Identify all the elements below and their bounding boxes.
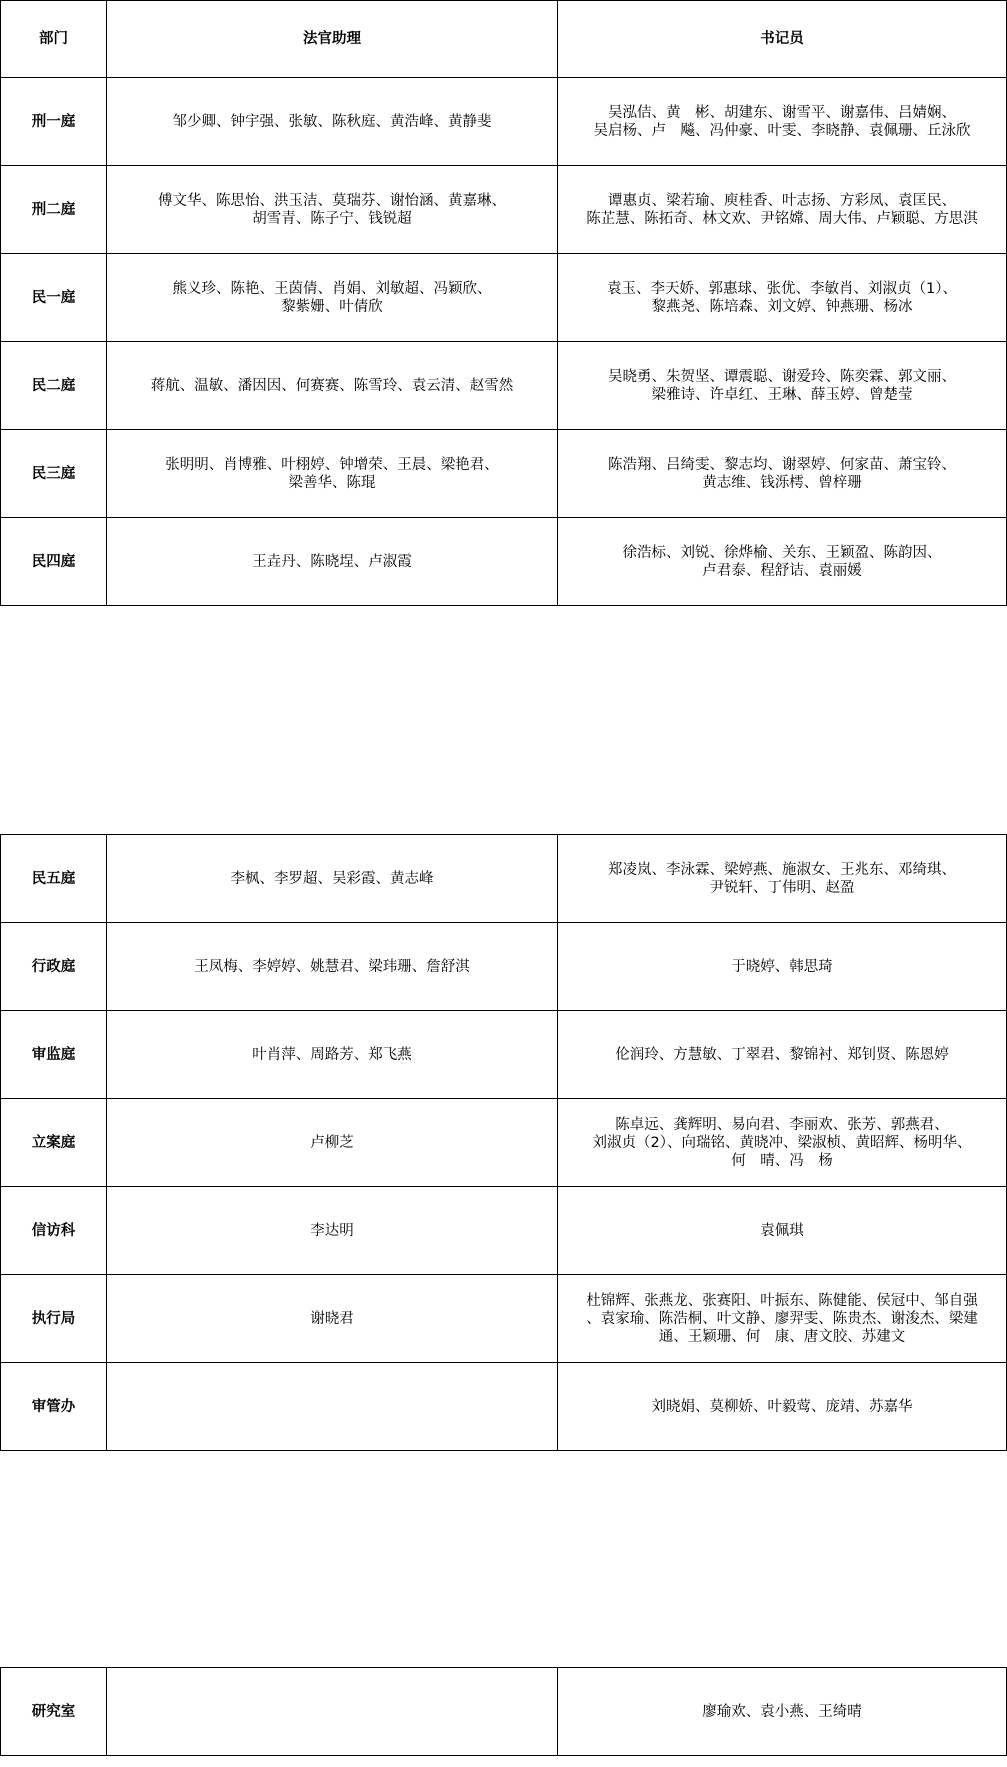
clerks-cell [558, 254, 1007, 342]
clerk-names-line: 陈卓远、龚辉明、易向君、李丽欢、张芳、郭燕君、 [615, 1116, 949, 1133]
table-row [1, 166, 1007, 254]
dept-cell: 刑二庭 [1, 166, 107, 254]
clerks-cell [558, 1275, 1007, 1363]
clerk-names-line: 梁雅诗、许卓红、王琳、薛玉婷、曾楚莹 [651, 386, 913, 403]
assistants-cell [107, 254, 558, 342]
staff-table-page-3 [0, 1667, 1007, 1756]
assistants-cell [107, 923, 558, 1011]
table-row [1, 1363, 1007, 1451]
assistant-names-line: 熊义珍、陈艳、王茵倩、肖娟、刘敏超、冯颖欣、 [172, 280, 492, 297]
clerk-names-line: 刘晓娟、莫柳娇、叶毅莺、庞靖、苏嘉华 [651, 1398, 913, 1415]
clerk-names-line: 廖瑜欢、袁小燕、王绮晴 [702, 1703, 862, 1720]
dept-cell: 立案庭 [1, 1099, 107, 1187]
clerk-names-line: 黄志维、钱泺樗、曾梓珊 [702, 474, 862, 491]
table-row [1, 1011, 1007, 1099]
dept-cell: 信访科 [1, 1187, 107, 1275]
clerk-names-line: 吴晓勇、朱贺坚、谭震聪、谢爱玲、陈奕霖、郭文丽、 [608, 368, 956, 385]
dept-cell: 审监庭 [1, 1011, 107, 1099]
table-row [1, 518, 1007, 606]
assistant-names-line: 胡雪青、陈子宁、钱锐超 [252, 210, 412, 227]
clerk-names-line: 黎燕尧、陈培森、刘文婷、钟燕珊、杨冰 [651, 298, 913, 315]
clerk-names-line: 袁玉、李天娇、郭惠球、张优、李敏肖、刘淑贞（1）、 [607, 280, 957, 297]
clerks-cell [558, 518, 1007, 606]
clerk-names-line: 伦润玲、方慧敏、丁翠君、黎锦衬、郑钊贤、陈恩婷 [615, 1046, 949, 1063]
clerks-cell [558, 1668, 1007, 1756]
table-row [1, 342, 1007, 430]
assistant-names-line: 叶肖萍、周路芳、郑飞燕 [252, 1046, 412, 1063]
table-header-row [1, 1, 1007, 78]
assistant-names-line: 卢柳芝 [310, 1134, 354, 1151]
clerks-cell [558, 430, 1007, 518]
clerks-cell [558, 923, 1007, 1011]
assistant-names-line: 蒋航、温敏、潘因因、何赛赛、陈雪玲、袁云清、赵雪然 [150, 377, 514, 394]
table-row [1, 923, 1007, 1011]
clerks-cell [558, 166, 1007, 254]
dept-cell: 刑一庭 [1, 78, 107, 166]
clerk-names-line: 通、王颖珊、何 康、唐文胶、苏建文 [658, 1328, 906, 1345]
table-row [1, 1668, 1007, 1756]
assistant-names-line: 李枫、李罗超、吴彩霞、黄志峰 [230, 870, 434, 887]
clerk-names-line: 卢君泰、程舒诘、袁丽媛 [702, 562, 862, 579]
assistant-names-line: 黎紫姗、叶倩欣 [281, 298, 383, 315]
clerks-cell [558, 1187, 1007, 1275]
clerks-cell [558, 342, 1007, 430]
assistants-cell [107, 78, 558, 166]
header-clerks: 书记员 [558, 1, 1007, 78]
clerks-cell [558, 835, 1007, 923]
table-row [1, 430, 1007, 518]
staff-table-page-2 [0, 834, 1007, 1451]
table-row [1, 1275, 1007, 1363]
clerk-names-line: 刘淑贞（2）、向瑞铭、黄晓冲、梁淑桢、黄昭辉、杨明华、 [592, 1134, 972, 1151]
clerk-names-line: 于晓婷、韩思琦 [731, 958, 833, 975]
assistants-cell [107, 835, 558, 923]
dept-cell: 民四庭 [1, 518, 107, 606]
clerk-names-line: 吴泓佶、黄 彬、胡建东、谢雪平、谢嘉伟、吕婧娴、 [608, 104, 956, 121]
clerks-cell [558, 1011, 1007, 1099]
assistant-names-line: 李达明 [310, 1222, 354, 1239]
clerk-names-line: 吴启杨、卢 飚、冯仲豪、叶雯、李晓静、袁佩珊、丘泳欣 [593, 122, 971, 139]
dept-cell: 民一庭 [1, 254, 107, 342]
clerk-names-line: 尹锐轩、丁伟明、赵盈 [709, 879, 855, 896]
assistant-names-line: 傅文华、陈思怡、洪玉洁、莫瑞芬、谢怡涵、黄嘉琳、 [158, 192, 506, 209]
assistant-names-line: 邹少卿、钟宇强、张敏、陈秋庭、黄浩峰、黄静斐 [172, 113, 492, 130]
table-row [1, 78, 1007, 166]
table-row [1, 1099, 1007, 1187]
assistants-cell [107, 1187, 558, 1275]
assistant-names-line: 王凤梅、李婷婷、姚慧君、梁玮珊、詹舒淇 [194, 958, 470, 975]
dept-cell: 民五庭 [1, 835, 107, 923]
table-row [1, 835, 1007, 923]
assistant-names-line: 谢晓君 [310, 1310, 354, 1327]
dept-cell: 审管办 [1, 1363, 107, 1451]
dept-cell: 行政庭 [1, 923, 107, 1011]
dept-cell: 研究室 [1, 1668, 107, 1756]
clerks-cell [558, 78, 1007, 166]
clerk-names-line: 陈芷慧、陈拓奇、林文欢、尹铭嫦、周大伟、卢颖聪、方思淇 [586, 210, 978, 227]
assistants-cell [107, 166, 558, 254]
clerk-names-line: 郑凌岚、李泳霖、梁婷燕、施淑女、王兆东、邓绮琪、 [608, 861, 956, 878]
table-row [1, 1187, 1007, 1275]
assistant-names-line: 梁善华、陈琨 [288, 474, 376, 491]
assistants-cell [107, 430, 558, 518]
assistants-cell [107, 1275, 558, 1363]
assistants-cell [107, 1363, 558, 1451]
assistant-names-line: 张明明、肖博雅、叶栩婷、钟增荣、王晨、梁艳君、 [165, 456, 499, 473]
dept-cell: 民三庭 [1, 430, 107, 518]
dept-cell: 民二庭 [1, 342, 107, 430]
assistants-cell [107, 1668, 558, 1756]
dept-cell: 执行局 [1, 1275, 107, 1363]
assistant-names-line: 王垚丹、陈晓埕、卢淑霞 [252, 553, 412, 570]
table-row [1, 254, 1007, 342]
clerk-names-line: 袁佩琪 [760, 1222, 804, 1239]
assistants-cell [107, 1011, 558, 1099]
header-dept: 部门 [1, 1, 107, 78]
assistants-cell [107, 518, 558, 606]
clerk-names-line: 陈浩翔、吕绮雯、黎志均、谢翠婷、何家苗、萧宝铃、 [608, 456, 956, 473]
clerk-names-line: 何 晴、冯 杨 [731, 1152, 833, 1169]
clerks-cell [558, 1099, 1007, 1187]
clerk-names-line: 徐浩标、刘锐、徐烨榆、关东、王颖盈、陈韵因、 [622, 544, 942, 561]
clerk-names-line: 谭惠贞、梁若瑜、庾桂香、叶志扬、方彩凤、袁匡民、 [608, 192, 956, 209]
staff-table-page-1 [0, 0, 1007, 606]
assistants-cell [107, 1099, 558, 1187]
header-assistants: 法官助理 [107, 1, 558, 78]
clerk-names-line: 、袁家瑜、陈浩桐、叶文静、廖羿雯、陈贵杰、谢浚杰、梁建 [586, 1310, 978, 1327]
assistants-cell [107, 342, 558, 430]
clerks-cell [558, 1363, 1007, 1451]
clerk-names-line: 杜锦辉、张燕龙、张赛阳、叶振东、陈健能、侯冠中、邹自强 [586, 1292, 978, 1309]
